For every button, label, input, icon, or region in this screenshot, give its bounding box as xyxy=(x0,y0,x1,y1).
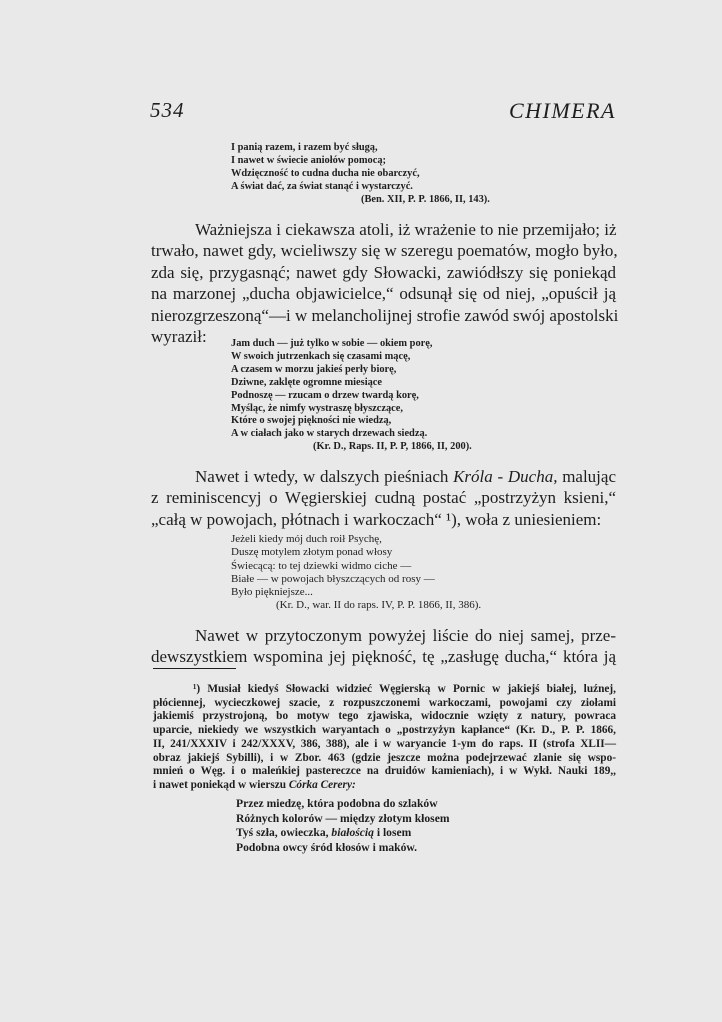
paragraph-line: na marzonej „ducha objawicielce,“ odsunął się od niej, „opuścił ją xyxy=(151,284,616,304)
footnote-line: obraz jakiejś Sybilli), i w Zbor. 463 (gdzie jeszcze można podejrzewać zlanie się wspo- xyxy=(153,751,616,764)
paragraph-2 xyxy=(151,466,616,530)
verse-line: I nawet w świecie aniołów pomocą; xyxy=(231,154,386,166)
footnote-line: uparcie, niekiedy we wszystkich waryantach o „postrzyżyn kapłance“ (Kr. D., P. P. 1866, xyxy=(153,724,616,737)
footnote-line: jakiemiś przystrojoną, bo motyw tego zjawiska, widocznie wzięty z natury, powraca xyxy=(153,710,616,723)
verse-line: Jeżeli kiedy mój duch roił Psychę, xyxy=(231,533,382,545)
footnote-line: i nawet poniekąd w wierszu Córka Cerery: xyxy=(153,778,356,791)
verse-line: Przez miedzę, która podobna do szlaków xyxy=(236,797,438,810)
footnote-line: mnień o Węg. i o maleńkiej pastereczce na druidów kamieniach), i w Wykł. Nauki 189,, xyxy=(153,765,616,778)
footnote-line: ¹) Musiał kiedyś Słowacki widzieć Węgierską w Pornic w jakiejś białej, luźnej, xyxy=(193,683,616,695)
verse-citation: (Kr. D., war. II do raps. IV, P. P. 1866, II, 386). xyxy=(276,599,482,612)
paragraph-line: Nawet w przytoczonym powyżej liście do niej samej, prze- xyxy=(195,626,616,645)
page-header xyxy=(150,98,616,130)
footnote-verse xyxy=(236,797,450,855)
paragraph-line: zda się, przygasnąć; nawet gdy Słowacki, zawiódłszy się poniekąd xyxy=(151,262,616,282)
verse-quote-3 xyxy=(231,533,481,613)
verse-line: Które o swojej piękności nie wiedzą, xyxy=(231,415,392,427)
italic-word: białością xyxy=(331,826,374,840)
verse-line: A czasem w morzu jakieś perły biorę, xyxy=(231,363,397,375)
footnote-line: płóciennej, wycieczkowej szacie, z rozpuszczonemi warkoczami, powojami czy ziołami xyxy=(153,696,616,709)
verse-line: I panią razem, i razem być sługą, xyxy=(231,142,378,153)
verse-quote-1 xyxy=(231,142,490,207)
paragraph-line: Ważniejsza i ciekawsza atoli, iż wrażenie to nie przemijało; iż xyxy=(195,220,617,239)
verse-line: Tyś szła, owieczka, białością i losem xyxy=(236,826,412,840)
verse-citation: (Kr. D., Raps. II, P. P, 1866, II, 200). xyxy=(313,441,472,453)
verse-line: A świat dać, za świat stanąć i wystarczyć. xyxy=(231,180,413,192)
paragraph-3 xyxy=(151,625,616,668)
paragraph-line: „całą w powojach, płótnach i warkoczach“ ¹), woła z uniesieniem: xyxy=(151,509,602,529)
footnote-line: II, 241/XXXIV i 242/XXXV, 386, 388), ale i w waryancie 1-ym do raps. II (strofa XLII— xyxy=(153,737,616,750)
paragraph-line: nierozgrzeszoną“—i w melancholijnej strofie zawód swój apostolski xyxy=(151,305,619,325)
paragraph-line: dewszystkiem wspomina jej piękność, tę „zasługę ducha,“ która ją xyxy=(151,647,616,667)
verse-line: Podnoszę — rzucam o drzew twardą korę, xyxy=(231,389,419,401)
verse-citation: (Ben. XII, P. P. 1866, II, 143). xyxy=(361,193,490,205)
paragraph-line: z reminiscencyj o Węgierskiej cudną postać „postrzyżyn ksieni,“ xyxy=(151,488,616,508)
paragraph-line: Nawet i wtedy, w dalszych pieśniach Króla - Ducha, malując xyxy=(195,467,617,486)
verse-line: Wdzięczność to cudna ducha nie obarczyć, xyxy=(231,167,420,179)
verse-line: Podobna owcy śród kłosów i maków. xyxy=(236,840,418,854)
verse-line: W swoich jutrzenkach się czasami mącę, xyxy=(231,350,411,362)
verse-line: Dziwne, zaklęte ogromne miesiące xyxy=(231,376,383,388)
verse-line: Białe — w powojach błyszczących od rosy — xyxy=(231,572,435,585)
verse-line: A w ciałach jako w starych drzewach siedzą. xyxy=(231,428,428,440)
verse-line: Różnych kolorów — między złotym kłosem xyxy=(236,811,450,825)
verse-line: Świecącą: to tej dziewki widmo ciche — xyxy=(231,559,412,572)
running-title: CHIMERA xyxy=(508,98,616,123)
italic-title: Króla - Ducha, xyxy=(453,467,558,486)
page-number: 534 xyxy=(150,98,185,122)
paragraph-1 xyxy=(151,219,619,347)
verse-line: Było piękniejsze... xyxy=(231,586,313,599)
paragraph-line: trwało, nawet gdy, wcieliwszy się w szeregu poematów, mogło było, xyxy=(151,241,618,261)
verse-line: Duszę motylem złotym ponad włosy xyxy=(231,546,393,559)
verse-line: Jam duch — już tylko w sobie — okiem porę, xyxy=(231,338,433,349)
italic-title: Córka Cerery: xyxy=(288,778,356,791)
verse-line: Myśląc, że nimfy wystraszę błyszczące, xyxy=(231,402,403,414)
footnote-separator xyxy=(153,668,236,669)
paragraph-line: wyraził: xyxy=(151,327,207,347)
footnote xyxy=(153,683,616,793)
verse-quote-2 xyxy=(231,338,472,454)
